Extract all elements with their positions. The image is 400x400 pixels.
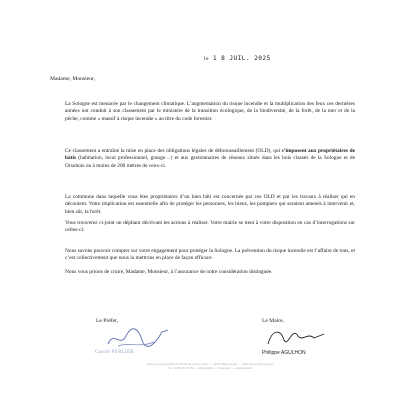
- prefect-label: Le Préfet,: [96, 318, 119, 324]
- paragraph-leaflet: Vous trouverez ci-joint un dépliant décrivant les actions à réaliser. Votre mairie se tient à votre disposition en cas d’interrogations sur celles-ci.: [65, 220, 355, 234]
- footer: [105, 362, 315, 370]
- salutation: Madame, Monsieur,: [50, 76, 95, 82]
- mayor-name: Philippe AGULHON: [262, 350, 306, 356]
- paragraph-obligations: [65, 148, 355, 170]
- paragraph-risk: La Sologne est menacée par le changement climatique. L’augmentation du risque incendie et la multiplication des feux ces dernières années ont conduit à son classement par le ministère de la transition écologique, de la biodiversité, de la forêt, de la mer et de la pêche, comme « massif à risque incendie » au titre du code forestier.: [65, 101, 355, 122]
- footer-line-1: Liaison et secrétariat du Préfet de Loir-et-Cher — 41018 Blois cedex — www.loir-et-cher.gouv.fr: [146, 362, 274, 366]
- paragraph-commune: La commune dans laquelle vous êtes propriétaires d’un bien bâti est concernée par ces OLD et par les travaux à réaliser qui en découlent. Votre implication est essentielle afin de protéger les personnes, les biens, les pompiers qui seraient amenés à intervenir et, bien sûr, la forêt.: [65, 194, 355, 215]
- paragraph-engagement: Nous savons pouvoir compter sur votre engagement pour protéger la Sologne. La prévention du risque incendie est l’affaire de tous, et c’est collectivement que nous la mettrons en place de façon efficace.: [65, 248, 356, 262]
- prefect-name: Carole PERLIER: [95, 350, 135, 355]
- mayor-signature: [262, 322, 332, 350]
- date-value: 1 8 JUIL. 2025: [212, 55, 271, 62]
- paragraph-closing: Nous vous prions de croire, Madame, Monsieur, à l’assurance de notre considération distinguée.: [65, 269, 273, 275]
- date-prefix: le: [204, 56, 209, 62]
- paragraph-obligations-bold: s’imposent aux propriétaires de bâtis: [65, 148, 355, 162]
- mayor-label: Le Maire,: [262, 318, 285, 324]
- paragraph-obligations-c: (habitation, local professionnel, grange…) et aux gestionnaires de réseaux situés dans les bois classés de la Sologne et de Orsohois ou à moins de 200 mètres de ceux-ci.: [65, 155, 355, 169]
- footer-line-2: Tél : 02 54 81 54 54 — @prefet41 — Instagram — préfecture41: [167, 366, 253, 370]
- prefect-signature: [104, 324, 174, 352]
- paragraph-obligations-a: Ce classement a entraîné la mise en place des obligations légales de débroussaillement (OLD), qui: [65, 148, 282, 154]
- date-stamp: [204, 55, 271, 62]
